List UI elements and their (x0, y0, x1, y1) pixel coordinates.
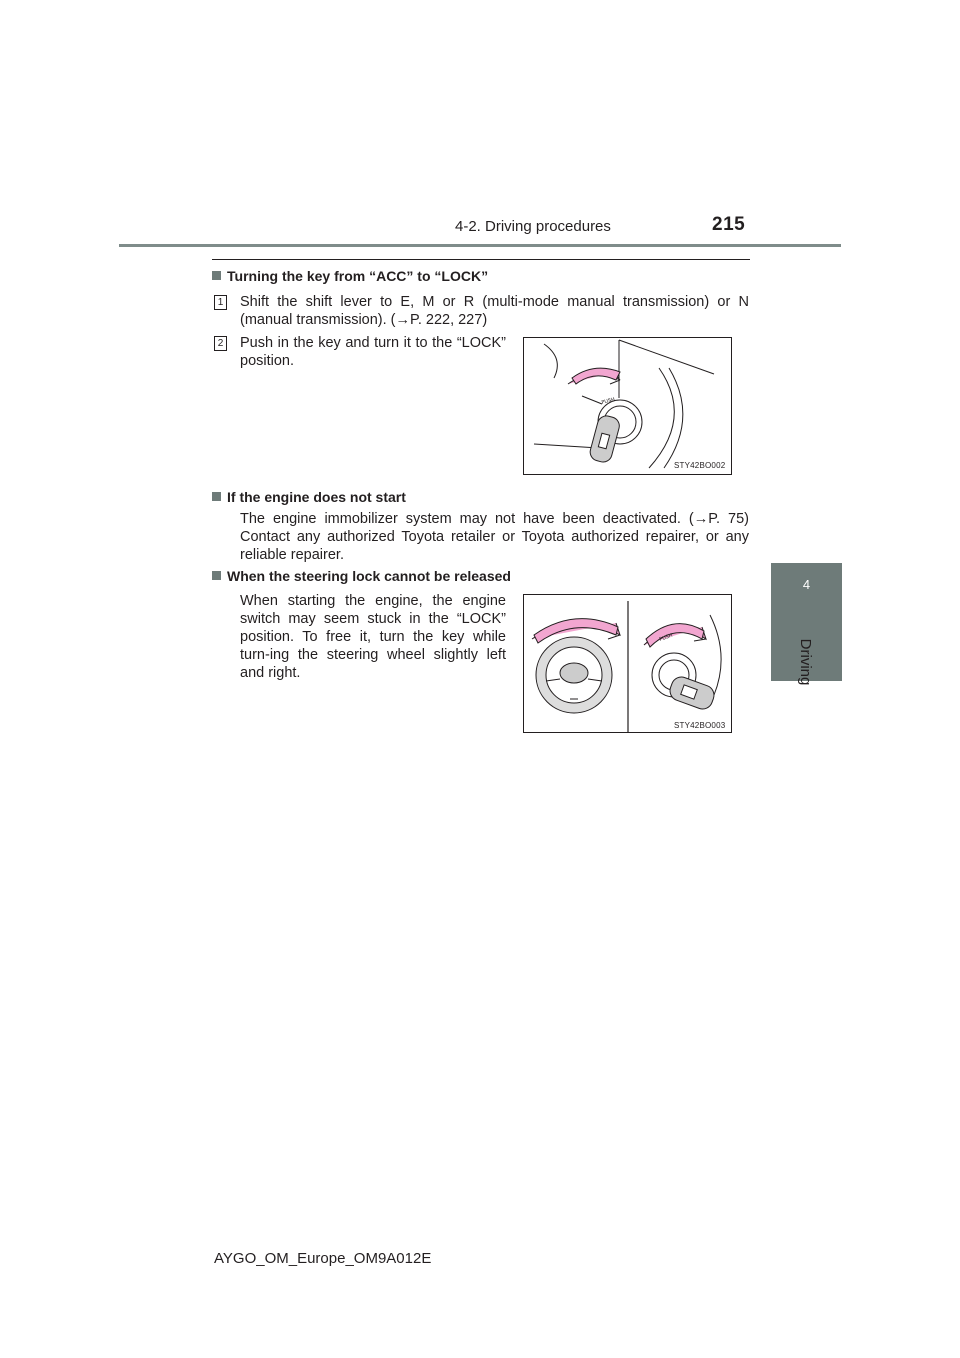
bullet-square-icon (212, 271, 221, 280)
figure-label-push: PUSH (658, 632, 674, 643)
ignition-key-illustration (524, 338, 731, 474)
chapter-number: 4 (802, 577, 811, 592)
content-top-rule (212, 259, 750, 260)
section-heading: Turning the key from “ACC” to “LOCK” (212, 268, 488, 284)
document-id: AYGO_OM_Europe_OM9A012E (214, 1250, 432, 1267)
steering-wheel-key-illustration (524, 595, 731, 732)
figure-code: STY42BO003 (674, 721, 726, 730)
chapter-label: Driving (797, 638, 814, 686)
bullet-square-icon (212, 492, 221, 501)
ignition-key-figure (523, 337, 732, 475)
header-rule (119, 244, 841, 247)
section-heading: When the steering lock cannot be released (212, 568, 511, 584)
step-text-2: Push in the key and turn it to the “LOCK” position. (240, 335, 506, 369)
step-number-1: 1 (214, 295, 227, 310)
bullet-square-icon (212, 571, 221, 580)
step-number-2: 2 (214, 336, 227, 351)
section-title: 4-2. Driving procedures (455, 218, 611, 235)
step-text-1: Shift the shift lever to E, M or R (multi-mode manual transmission) or N (manual transmission). (→P. 222, 227) (240, 294, 749, 328)
page-number: 215 (712, 214, 746, 235)
figure-code: STY42BO002 (674, 461, 726, 470)
figure-label-push: PUSH (600, 396, 616, 406)
section-text: The engine immobilizer system may not have been deactivated. (→P. 75) Contact any authorized Toyota retailer or Toyota authorized repairer, or any reliable repairer. (240, 511, 749, 563)
steering-lock-figure (523, 594, 732, 733)
section-heading: If the engine does not start (212, 489, 406, 505)
section-text: When starting the engine, the engine switch may seem stuck in the “LOCK” position. To free it, turn the key while turn-ing the steering wheel slightly left and right. (240, 593, 506, 681)
